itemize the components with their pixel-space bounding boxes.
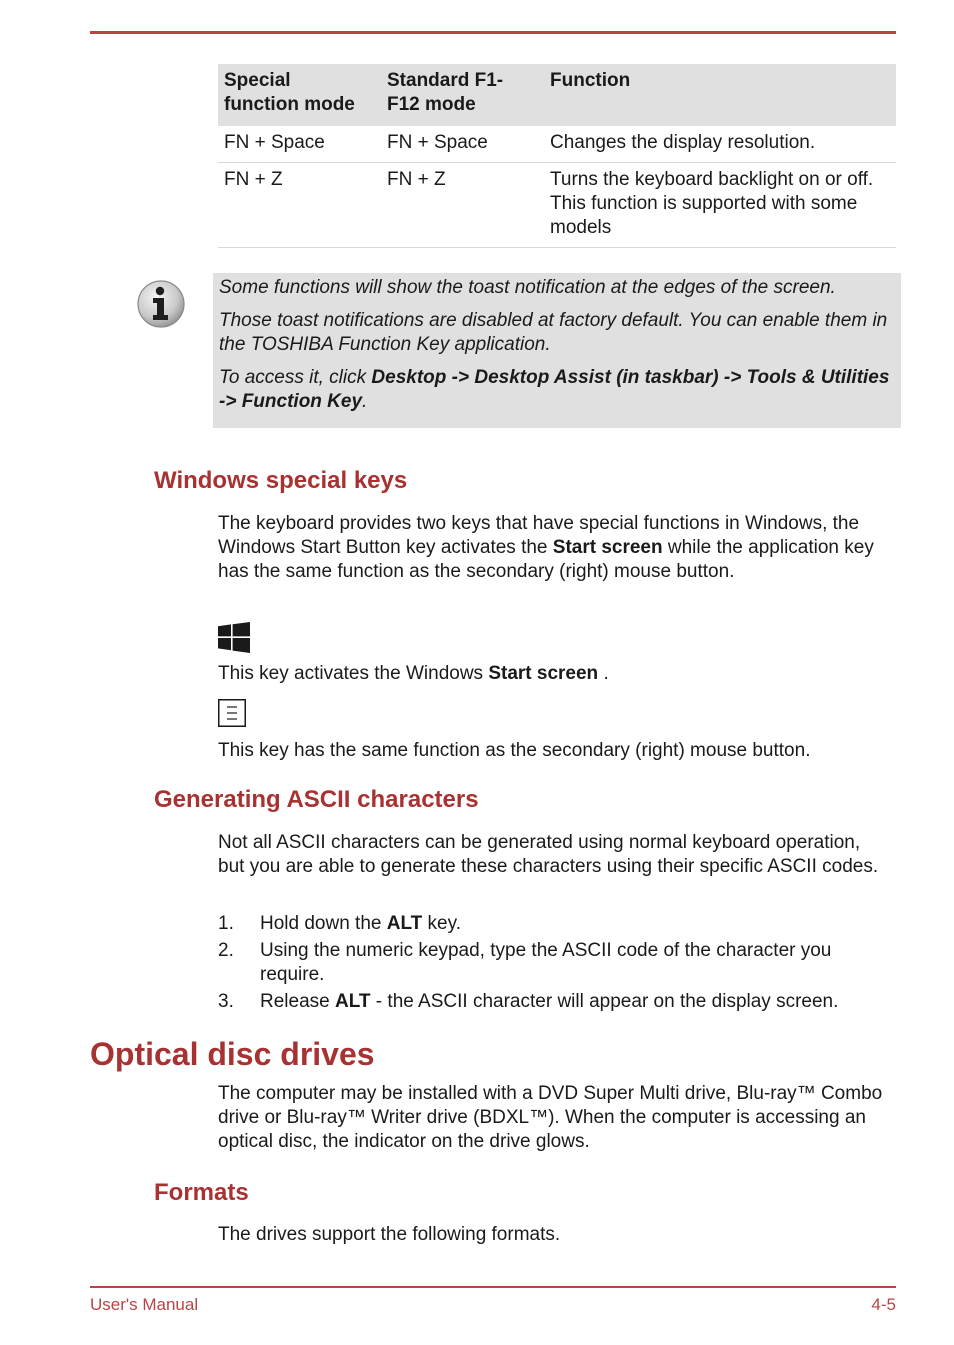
formats-intro: The drives support the following formats. xyxy=(218,1224,561,1245)
section-heading-windows-keys: Windows special keys xyxy=(154,467,408,494)
footer-title: User's Manual xyxy=(90,1295,199,1314)
table-header-cell: Function xyxy=(544,64,896,126)
table-header-row xyxy=(218,64,896,126)
chapter-heading-optical: Optical disc drives xyxy=(90,1036,375,1072)
header-rule xyxy=(90,31,896,34)
table-header-cell: Standard F1- F12 mode xyxy=(381,64,544,126)
table-row xyxy=(218,126,896,163)
application-key-icon xyxy=(218,699,246,727)
note-text: Those toast notifications are disabled at factory default. You can enable them in the TOSHIBA Function Key application. xyxy=(219,310,888,355)
section-heading-ascii: Generating ASCII characters xyxy=(154,786,479,813)
table-row xyxy=(218,163,896,248)
optical-intro: The computer may be installed with a DVD Super Multi drive, Blu-ray™ Combo drive or Blu-ray™ Writer drive (BDXL™). When the computer is accessing an optical disc, the indicator on the drive glows. xyxy=(218,1083,883,1152)
info-note xyxy=(213,273,901,428)
ascii-intro: Not all ASCII characters can be generated using normal keyboard operation, but you are able to generate these characters using their specific ASCII codes. xyxy=(218,832,879,877)
list-item: 1. Hold down the ALT key. xyxy=(218,913,461,934)
table-header-cell: Special function mode xyxy=(218,64,381,126)
table-cell: FN + Z xyxy=(218,163,381,248)
info-icon xyxy=(136,279,186,329)
list-item: 3. Release ALT - the ASCII character will appear on the display screen. xyxy=(218,991,839,1012)
note-access-path: To access it, click Desktop -> Desktop Assist (in taskbar) -> Tools & Utilities -> Function Key. xyxy=(219,367,890,412)
list-item: 2. Using the numeric keypad, type the ASCII code of the character you require. xyxy=(218,940,832,985)
table-cell: Turns the keyboard backlight on or off. This function is supported with some models xyxy=(544,163,896,248)
footer-rule xyxy=(90,1286,896,1288)
note-text: Some functions will show the toast notification at the edges of the screen. xyxy=(219,277,836,298)
windows-key-description: This key activates the Windows Start screen . xyxy=(218,663,609,684)
table-cell: FN + Z xyxy=(381,163,544,248)
table-cell: FN + Space xyxy=(381,126,544,163)
table-cell: FN + Space xyxy=(218,126,381,163)
ascii-steps-list xyxy=(218,912,898,1017)
windows-logo-icon xyxy=(218,622,250,653)
table-cell: Changes the display resolution. xyxy=(544,126,896,163)
section-heading-formats: Formats xyxy=(154,1179,249,1206)
windows-keys-intro: The keyboard provides two keys that have special functions in Windows, the Windows Start Button key activates the Start screen while the application key has the same function as the secondary (right) mouse button. xyxy=(218,513,874,582)
page-number: 4-5 xyxy=(871,1295,896,1314)
application-key-description: This key has the same function as the secondary (right) mouse button. xyxy=(218,740,811,761)
function-key-table xyxy=(218,64,896,248)
